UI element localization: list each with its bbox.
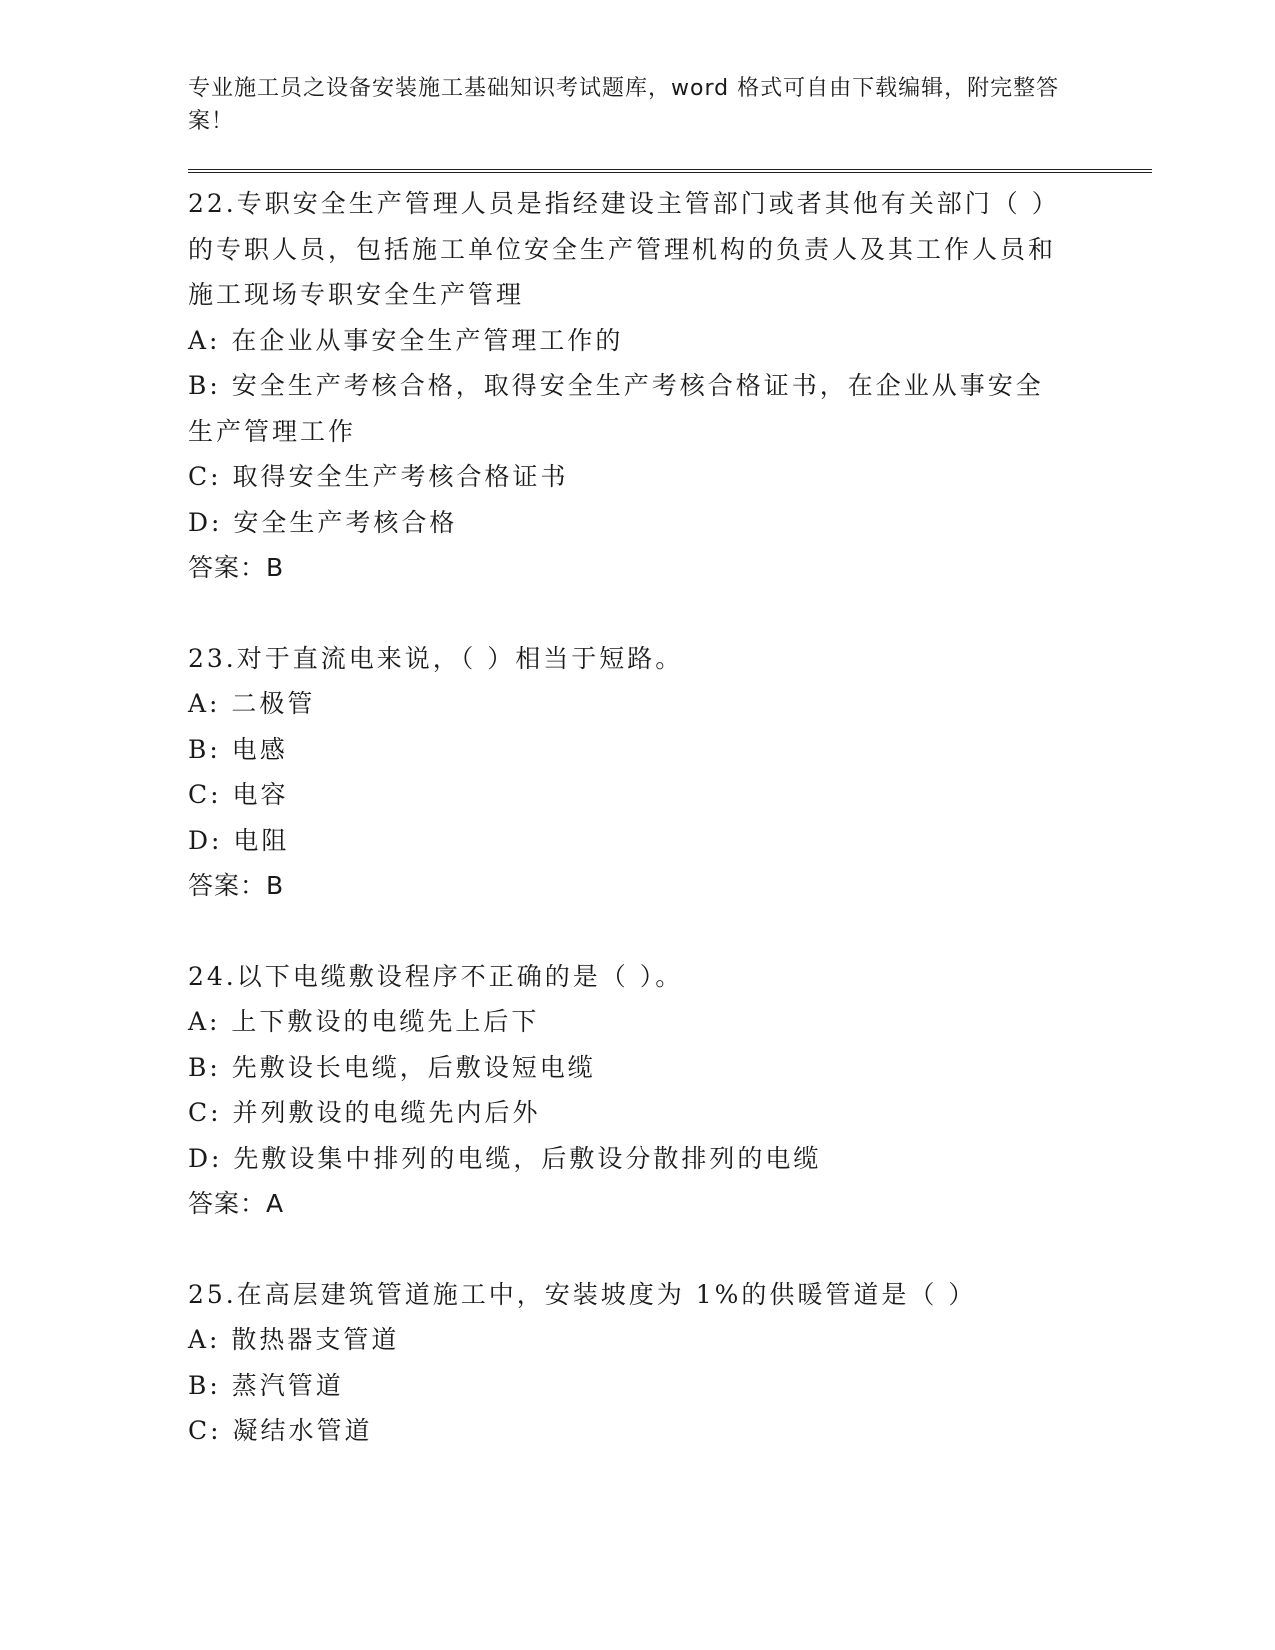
question-stem: 23.对于直流电来说，（ ）相当于短路。 [188,643,684,673]
question-23 [188,636,1148,909]
question-list [188,181,1148,1454]
question-stem: 25.在高层建筑管道施工中，安装坡度为 1%的供暖管道是（ ） [188,1279,977,1309]
option-a: A: 在企业从事安全生产管理工作的 [188,325,624,355]
option-b: B: 电感 [188,734,288,764]
option-b: B: 先敷设长电缆，后敷设短电缆 [188,1052,596,1082]
option-a: A: 散热器支管道 [188,1325,400,1354]
answer-label: 答案：A [188,1189,285,1218]
option-a: A: 上下敷设的电缆先上后下 [188,1007,540,1036]
option-c: C: 取得安全生产考核合格证书 [188,462,569,491]
option-b: B: 蒸汽管道 [188,1370,344,1400]
question-24 [188,954,1148,1227]
option-d: D: 先敷设集中排列的电缆，后敷设分散排列的电缆 [188,1143,822,1173]
option-c: C: 电容 [188,780,289,809]
option-a: A: 二极管 [188,689,316,718]
option-d: D: 电阻 [188,825,290,855]
document-header: 专业施工员之设备安装施工基础知识考试题库，word 格式可自由下载编辑，附完整答案！ [188,76,1060,134]
option-b: B: 安全生产考核合格，取得安全生产考核合格证书，在企业从事安全生产管理工作 [188,371,1044,446]
answer-label: 答案：B [188,553,285,582]
question-25 [188,1272,1148,1454]
option-d: D: 安全生产考核合格 [188,507,458,537]
option-c: C: 并列敷设的电缆先内后外 [188,1098,541,1127]
header-divider [188,169,1152,173]
option-c: C: 凝结水管道 [188,1416,373,1445]
question-stem: 22.专职安全生产管理人员是指经建设主管部门或者其他有关部门（ ）的专职人员，包括施工单位安全生产管理机构的负责人及其工作人员和施工现场专职安全生产管理 [188,189,1060,309]
answer-label: 答案：B [188,871,285,900]
question-22 [188,181,1148,591]
document-page [188,72,1148,1499]
question-stem: 24.以下电缆敷设程序不正确的是（ ）。 [188,961,684,991]
